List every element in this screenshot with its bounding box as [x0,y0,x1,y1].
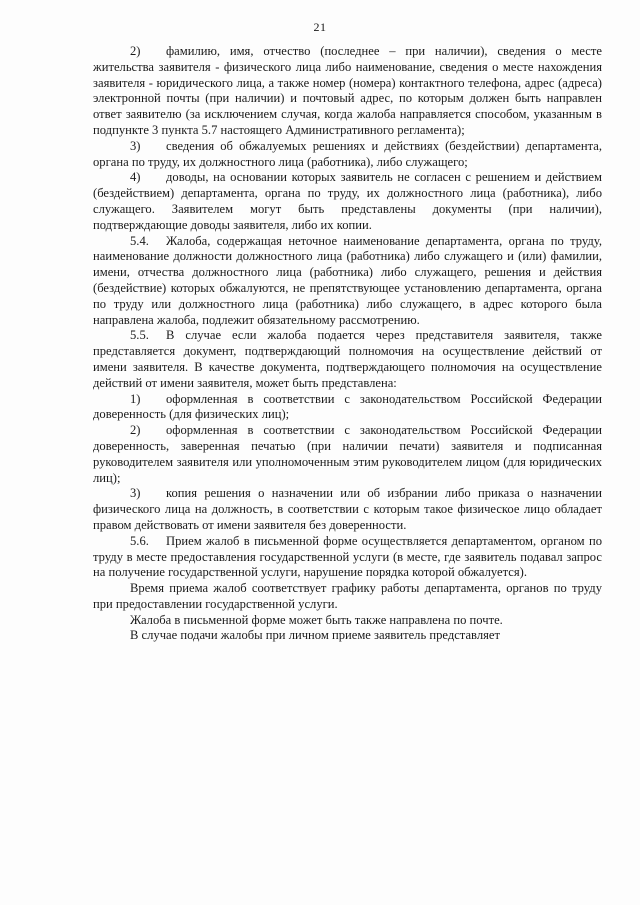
paragraph-text: сведения об обжалуемых решениях и действиях (бездействии) департамента, органа по труду, их должностного лица (работника), либо служащего; [93,138,602,169]
paragraph-number: 3) [130,486,141,501]
paragraph-text: фамилию, имя, отчество (последнее – при наличии), сведения о месте жительства заявителя - физического лица либо наименование, сведения о месте нахождения заявителя - юридического лица, а также номер (номера) контактного телефона, адрес (адреса) электронной почты (при наличии) и почтовый адрес, по которым должен быть направлен ответ заявителю (за исключением случая, когда жалоба направляется способом, указанным в подпункте 3 пункта 5.7 настоящего Административного регламента); [93,44,602,137]
paragraph-reception-hours [93,581,602,613]
paragraph-text: копия решения о назначении или об избрании либо приказа о назначении физического лица на должность, в соответствии с которым такое физическое лицо обладает правом действовать от имени заявителя без доверенности. [93,486,602,532]
paragraph-text: Жалоба в письменной форме может быть также направлена по почте. [130,612,503,627]
paragraph-item-2-legal-entity-poa [93,423,602,486]
paragraph-text: Прием жалоб в письменной форме осуществляется департаментом, органом по труду в месте предоставления государственной услуги (в месте, где заявитель подавал запрос на получение государственной услуги, нарушение порядка которой обжалуется). [93,533,602,580]
paragraph-number: 5.5. [130,328,149,343]
paragraph-number: 2) [130,423,141,438]
page-number: 21 [313,20,327,34]
paragraph-text: оформленная в соответствии с законодательством Российской Федерации доверенность (для физических лиц); [93,391,602,422]
paragraph-text: Жалоба, содержащая неточное наименование департамента, органа по труду, наименование должности должностного лица (работника) либо служащего и (или) фамилии, имени, отчества должностного лица (работника) либо служащего, решения и действия (бездействие) которых обжалуются, не препятствующее установлению департамента, органа по труду или должностного лица (работника) либо служащего, в адрес которого была направлена жалоба, подлежит обязательному рассмотрению. [93,233,602,327]
paragraph-number: 4) [130,170,141,185]
paragraph-text: доводы, на основании которых заявитель не согласен с решением и действием (бездействием) департамента, органа по труду, их должностного лица (работника), либо служащего. Заявителем могут быть представлены документы (при наличии), подтверждающие доводы заявителя, либо их копии. [93,170,602,232]
paragraph-number: 2) [130,44,141,58]
paragraph-item-3-appealed-decisions [93,139,602,171]
paragraph-section-5-6 [93,534,602,581]
paragraph-number: 5.6. [130,533,149,548]
paragraph-item-1-individual-poa [93,392,602,424]
paragraph-item-3-appointment-copy [93,486,602,533]
paragraph-text: В случае если жалоба подается через представителя заявителя, также представляется документ, подтверждающий полномочия на осуществление действий от имени заявителя. В качестве документа, подтверждающего полномочия на осуществление действий от имени заявителя, может быть представлена: [93,328,602,390]
paragraph-personal-reception [93,628,602,644]
paragraph-section-5-4 [93,234,602,329]
paragraph-item-2-applicant-name [93,44,602,139]
paragraph-text: Время приема жалоб соответствует графику работы департамента, органов по труду при предоставлении государственной услуги. [93,581,602,611]
paragraph-number: 1) [130,391,141,406]
paragraph-number: 5.4. [130,233,149,248]
paragraph-number: 3) [130,138,141,153]
paragraph-mail-submission [93,613,602,629]
paragraph-text: оформленная в соответствии с законодательством Российской Федерации доверенность, заверенная печатью (при наличии печати) заявителя и подписанная руководителем заявителя или уполномоченным этим руководителем лицом (для юридических лиц); [93,423,602,485]
paragraph-text: В случае подачи жалобы при личном приеме заявитель представляет [130,628,501,643]
paragraph-section-5-5 [93,328,602,391]
paragraph-item-4-arguments [93,170,602,233]
document-body [93,44,602,644]
